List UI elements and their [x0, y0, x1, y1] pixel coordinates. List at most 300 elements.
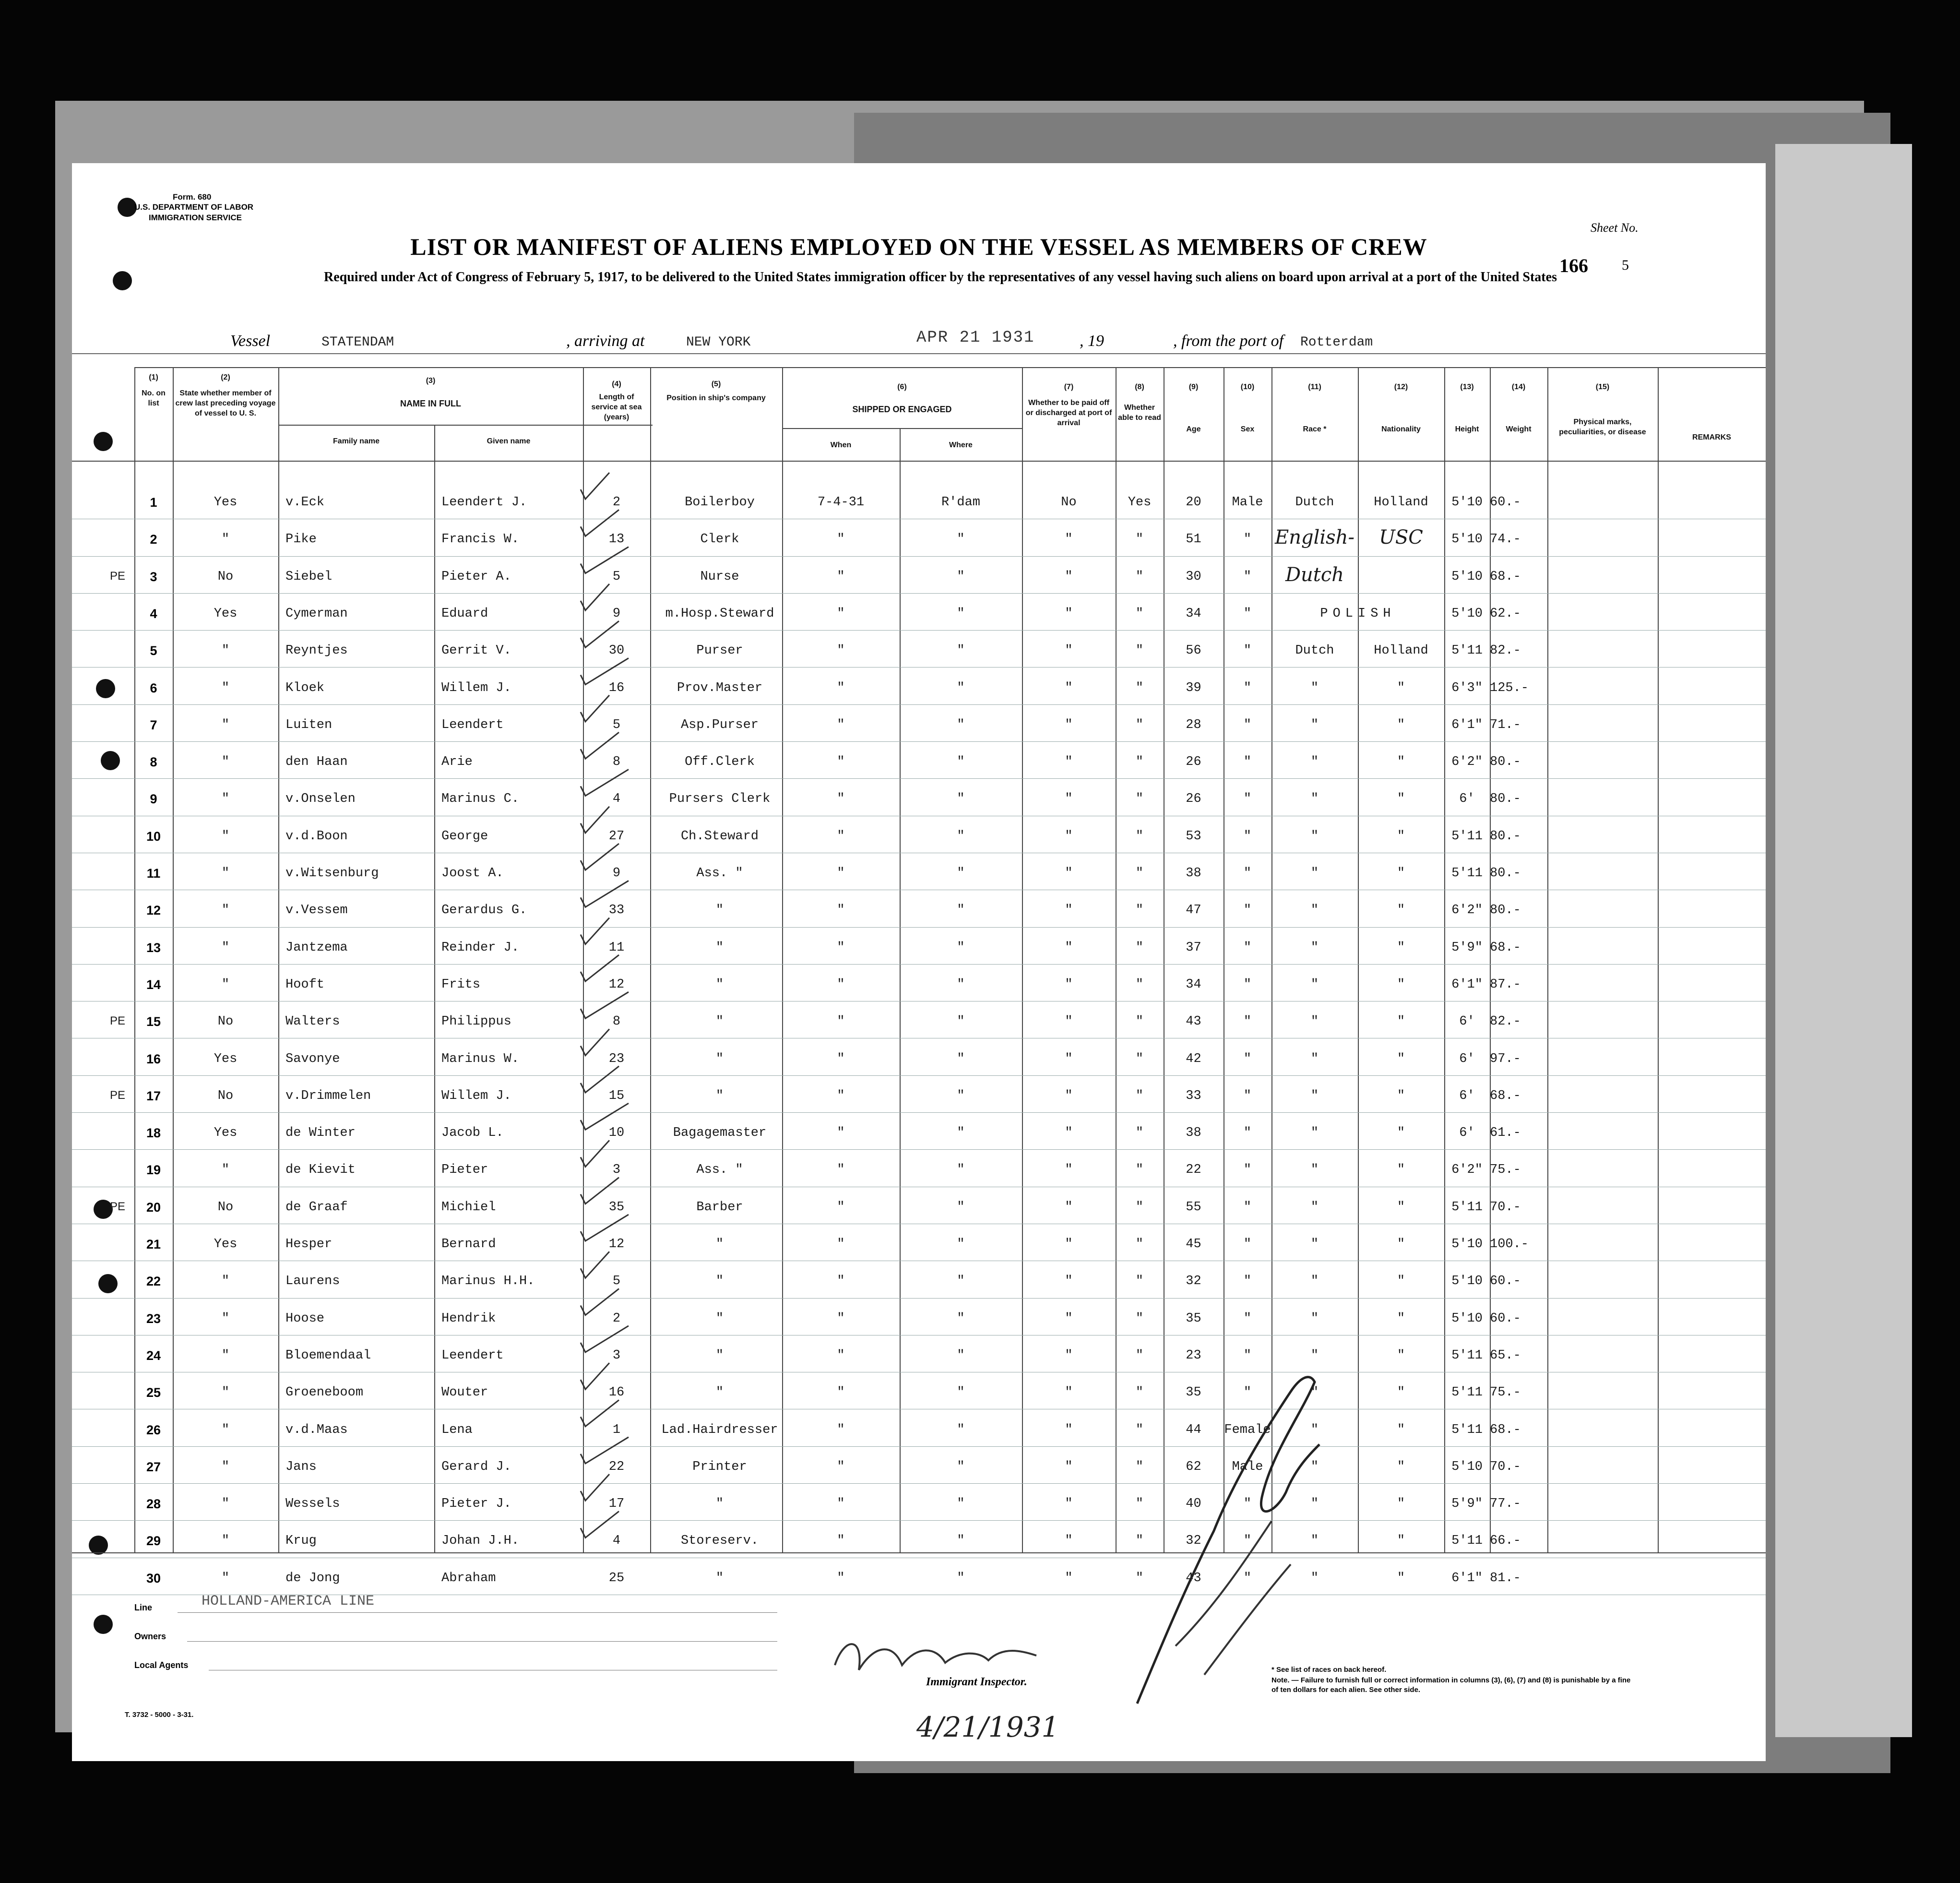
given-name-cell: Joost A. [441, 866, 504, 881]
table-row [72, 941, 1766, 977]
height-cell: 5'11 [1451, 1348, 1483, 1363]
departure-port: Rotterdam [1300, 335, 1373, 350]
race-cell: " [1310, 755, 1319, 770]
age-cell: 42 [1186, 1051, 1201, 1066]
age-cell: 35 [1186, 1385, 1201, 1400]
position-cell: " [715, 1274, 724, 1289]
age-cell: 44 [1186, 1422, 1201, 1437]
nationality-cell: " [1397, 1459, 1405, 1474]
able-to-read-cell: " [1135, 532, 1144, 547]
given-name-cell: Philippus [441, 1014, 511, 1029]
row-number: 23 [146, 1311, 161, 1326]
shipped-where-cell: " [957, 903, 965, 918]
shipped-when-cell: " [837, 940, 845, 955]
height-cell: 6' [1459, 1014, 1475, 1029]
nationality-cell: " [1397, 866, 1405, 881]
age-cell: 40 [1186, 1497, 1201, 1512]
row-number: 17 [146, 1088, 161, 1103]
race-cell: " [1310, 903, 1319, 918]
weight-cell: 70.- [1490, 1459, 1521, 1474]
col-num: (11) [1308, 383, 1321, 391]
shipped-when-cell: " [837, 717, 845, 732]
race-cell: " [1310, 1385, 1319, 1400]
family-name-cell: Walters [285, 1014, 340, 1029]
height-cell: 6' [1459, 792, 1475, 807]
weight-cell: 60.- [1490, 495, 1521, 510]
paid-off-cell: " [1065, 1051, 1073, 1066]
paid-off-cell: " [1065, 940, 1073, 955]
service-years-cell: 2 [612, 1311, 621, 1326]
given-name-cell: Abraham [441, 1571, 496, 1585]
paid-off-cell: " [1065, 1534, 1073, 1549]
col-header-race: Race * [1303, 425, 1327, 433]
shipped-where-cell: " [957, 1385, 965, 1400]
given-name-cell: Gerardus G. [441, 903, 527, 918]
col-header-given-name: Given name [487, 437, 531, 445]
position-cell: " [715, 1311, 724, 1326]
race-cell: " [1310, 1459, 1319, 1474]
col-header-when: When [830, 441, 852, 449]
form-number: Form. 680 [173, 192, 212, 202]
height-cell: 5'11 [1451, 644, 1483, 658]
shipped-when-cell: " [837, 1534, 845, 1549]
line-name: HOLLAND-AMERICA LINE [202, 1593, 375, 1609]
paid-off-cell: " [1065, 1237, 1073, 1251]
age-cell: 47 [1186, 903, 1201, 918]
height-cell: 6' [1459, 1051, 1475, 1066]
family-name-cell: Hesper [285, 1237, 333, 1251]
table-row [72, 526, 1766, 569]
sex-cell: " [1243, 1274, 1252, 1289]
row-number: 24 [146, 1348, 161, 1363]
table-row [72, 755, 1766, 792]
prev-voyage-cell: " [221, 792, 230, 807]
height-cell: 5'11 [1451, 1422, 1483, 1437]
age-cell: 30 [1186, 569, 1201, 584]
position-cell: Nurse [700, 569, 739, 584]
col-num: (8) [1135, 383, 1144, 391]
prev-voyage-cell: No [217, 1088, 234, 1103]
given-name-cell: Leendert [441, 717, 504, 732]
given-name-cell: Willem J. [441, 1088, 511, 1103]
nationality-cell: " [1397, 1385, 1405, 1400]
shipped-when-cell: " [837, 1274, 845, 1289]
shipped-where-cell: " [957, 680, 965, 695]
col-header-shipped: SHIPPED OR ENGAGED [852, 405, 952, 414]
paid-off-cell: " [1065, 903, 1073, 918]
weight-cell: 100.- [1490, 1237, 1529, 1251]
position-cell: Clerk [700, 532, 739, 547]
check-mark [581, 473, 609, 499]
paid-off-cell: " [1065, 717, 1073, 732]
shipped-when-cell: " [837, 1571, 845, 1585]
position-cell: m.Hosp.Steward [665, 606, 774, 621]
table-row [72, 607, 1766, 644]
family-name-cell: Laurens [285, 1274, 340, 1289]
row-number: 20 [146, 1200, 161, 1215]
sex-cell: " [1243, 1126, 1252, 1141]
check-mark [581, 1289, 619, 1315]
race-cell: " [1310, 829, 1319, 844]
row-number: 16 [146, 1051, 161, 1066]
paid-off-cell: " [1065, 1385, 1073, 1400]
row-number: 9 [150, 792, 157, 807]
position-cell: Prov.Master [677, 680, 763, 695]
shipped-where-cell: " [957, 1571, 965, 1585]
sex-cell: Male [1232, 1459, 1263, 1474]
age-cell: 32 [1186, 1534, 1201, 1549]
height-cell: 5'10 [1451, 569, 1483, 584]
height-cell: 6'2" [1451, 1163, 1483, 1178]
manifest-page [72, 163, 1766, 1761]
inspector-date: 4/21/1931 [916, 1711, 1059, 1743]
col-header-no: No. on list [142, 389, 166, 407]
race-cell: " [1310, 1237, 1319, 1251]
weight-cell: 68.- [1490, 569, 1521, 584]
col-num: (13) [1460, 383, 1474, 391]
weight-cell: 68.- [1490, 1088, 1521, 1103]
service-years-cell: 12 [608, 977, 625, 992]
height-cell: 6'1" [1451, 717, 1483, 732]
shipped-when-cell: " [837, 1051, 845, 1066]
age-cell: 56 [1186, 644, 1201, 658]
shipped-when-cell: " [837, 1126, 845, 1141]
family-name-cell: Jantzema [285, 940, 348, 955]
family-name-cell: Savonye [285, 1051, 340, 1066]
sheet-label: Sheet No. [1591, 221, 1639, 235]
height-cell: 5'11 [1451, 1385, 1483, 1400]
service-years-cell: 25 [608, 1571, 625, 1585]
race-cell: " [1310, 1126, 1319, 1141]
weight-cell: 66.- [1490, 1534, 1521, 1549]
able-to-read-cell: " [1135, 1014, 1144, 1029]
nationality-cell: " [1397, 1126, 1405, 1141]
height-cell: 6'2" [1451, 903, 1483, 918]
check-mark [581, 769, 629, 796]
paid-off-cell: " [1065, 569, 1073, 584]
given-name-cell: Michiel [441, 1200, 496, 1215]
paid-off-cell: " [1065, 1497, 1073, 1512]
age-cell: 43 [1186, 1571, 1201, 1585]
row-number: 21 [146, 1237, 161, 1251]
shipped-when-cell: " [837, 792, 845, 807]
position-cell: Printer [692, 1459, 747, 1474]
able-to-read-cell: " [1135, 1385, 1144, 1400]
able-to-read-cell: " [1135, 569, 1144, 584]
height-cell: 6'1" [1451, 977, 1483, 992]
col-header-family-name: Family name [333, 437, 380, 445]
table-row [72, 1385, 1766, 1422]
table-row [72, 1052, 1766, 1089]
shipped-where-cell: " [957, 1274, 965, 1289]
position-cell: " [715, 1497, 724, 1512]
col-num: (4) [612, 380, 621, 388]
table-row [72, 1497, 1766, 1534]
service-years-cell: 11 [608, 940, 625, 955]
col-header-physical: Physical marks, peculiarities, or disease [1559, 418, 1646, 436]
shipped-when-cell: " [837, 1088, 845, 1103]
nationality-cell: " [1397, 755, 1405, 770]
sex-cell: Female [1224, 1422, 1271, 1437]
race-cell: POLISH [1320, 606, 1396, 621]
pe-mark: PE [109, 1088, 125, 1102]
shipped-where-cell: " [957, 1163, 965, 1178]
able-to-read-cell: " [1135, 1497, 1144, 1512]
weight-cell: 70.- [1490, 1200, 1521, 1215]
shipped-where-cell: " [957, 1497, 965, 1512]
table-row [72, 681, 1766, 718]
age-cell: 62 [1186, 1459, 1201, 1474]
row-number: 13 [146, 940, 161, 955]
table-row [72, 1014, 1766, 1051]
check-mark [581, 510, 619, 536]
weight-cell: 125.- [1490, 680, 1529, 695]
able-to-read-cell: " [1135, 1051, 1144, 1066]
nationality-cell: " [1397, 792, 1405, 807]
nationality-cell: Holland [1374, 495, 1428, 510]
position-cell: Storeserv. [680, 1534, 759, 1549]
family-name-cell: de Winter [285, 1126, 356, 1141]
family-name-cell: de Kievit [285, 1163, 356, 1178]
col-header-prev-voyage: State whether member of crew last preceding voyage of vessel to U. S. [175, 389, 276, 417]
col-num: (15) [1595, 383, 1610, 391]
position-cell: Off.Clerk [685, 755, 755, 770]
nationality-cell: " [1397, 1200, 1405, 1215]
shipped-where-cell: " [957, 644, 965, 658]
col-num: (12) [1394, 383, 1408, 391]
position-cell: Purser [696, 644, 743, 658]
col-num: (5) [711, 380, 721, 388]
prev-voyage-cell: " [221, 940, 230, 955]
sex-cell: " [1243, 1311, 1252, 1326]
height-cell: 5'11 [1451, 1534, 1483, 1549]
able-to-read-cell: " [1135, 1422, 1144, 1437]
age-cell: 43 [1186, 1014, 1201, 1029]
sex-cell: " [1243, 569, 1252, 584]
table-row [72, 563, 1766, 607]
shipped-when-cell: " [837, 1014, 845, 1029]
check-mark [581, 1178, 619, 1204]
inspector-check-marks [576, 470, 748, 1545]
col-header-weight: Weight [1506, 425, 1532, 433]
height-cell: 5'11 [1451, 1200, 1483, 1215]
given-name-cell: Bernard [441, 1237, 496, 1251]
service-years-cell: 16 [608, 1385, 625, 1400]
given-name-cell: Wouter [441, 1385, 488, 1400]
service-years-cell: 5 [612, 1274, 621, 1289]
position-cell: " [715, 977, 724, 992]
able-to-read-cell: " [1135, 717, 1144, 732]
service-years-cell: 9 [612, 606, 621, 621]
service-years-cell: 22 [608, 1459, 625, 1474]
col-num: (9) [1188, 383, 1199, 391]
row-number: 10 [146, 829, 161, 844]
able-to-read-cell: " [1135, 940, 1144, 955]
col-header-service: Length of service at sea (years) [591, 393, 642, 421]
position-cell: " [715, 903, 724, 918]
table-row [72, 1311, 1766, 1348]
height-cell: 6'1" [1451, 1571, 1483, 1585]
shipped-where-cell: " [957, 940, 965, 955]
col-header-where: Where [949, 441, 973, 449]
nationality-cell: " [1397, 1497, 1405, 1512]
paid-off-cell: " [1065, 1311, 1073, 1326]
height-cell: 6'3" [1451, 680, 1483, 695]
position-cell: " [715, 1385, 724, 1400]
col-num: (10) [1240, 383, 1255, 391]
age-cell: 37 [1186, 940, 1201, 955]
shipped-when-cell: " [837, 903, 845, 918]
prev-voyage-cell: " [221, 866, 230, 881]
row-number: 7 [150, 717, 157, 732]
weight-cell: 60.- [1490, 1274, 1521, 1289]
shipped-when-cell: " [837, 569, 845, 584]
crew-table-body [72, 163, 1766, 1761]
prev-voyage-cell: " [221, 1422, 230, 1437]
able-to-read-cell: " [1135, 1237, 1144, 1251]
table-row [72, 1534, 1766, 1571]
row-number: 15 [146, 1014, 161, 1029]
shipped-where-cell: R'dam [941, 495, 980, 510]
prev-voyage-cell: " [221, 1274, 230, 1289]
nationality-cell: " [1397, 680, 1405, 695]
family-name-cell: v.Drimmelen [285, 1088, 371, 1103]
prev-voyage-cell: " [221, 1571, 230, 1585]
height-cell: 6' [1459, 1126, 1475, 1141]
check-mark [581, 807, 609, 833]
prev-voyage-cell: " [221, 532, 230, 547]
position-cell: Barber [696, 1200, 743, 1215]
height-cell: 5'10 [1451, 532, 1483, 547]
service-years-cell: 3 [612, 1348, 621, 1363]
shipped-where-cell: " [957, 977, 965, 992]
prev-voyage-cell: Yes [214, 1237, 238, 1251]
paid-off-cell: " [1065, 1014, 1073, 1029]
able-to-read-cell: " [1135, 977, 1144, 992]
prev-voyage-cell: No [217, 569, 234, 584]
prev-voyage-cell: " [221, 1348, 230, 1363]
race-cell: Dutch [1285, 563, 1344, 586]
table-row [72, 1423, 1766, 1460]
year-label: , 19 [1080, 332, 1104, 350]
able-to-read-cell: " [1135, 1348, 1144, 1363]
given-name-cell: Pieter J. [441, 1497, 511, 1512]
prev-voyage-cell: No [217, 1014, 234, 1029]
given-name-cell: Eduard [441, 606, 488, 621]
check-mark [581, 1103, 629, 1130]
family-name-cell: den Haan [285, 755, 348, 770]
shipped-when-cell: " [837, 606, 845, 621]
prev-voyage-cell: " [221, 1163, 230, 1178]
shipped-where-cell: " [957, 1237, 965, 1251]
shipped-when-cell: " [837, 1311, 845, 1326]
height-cell: 5'10 [1451, 1274, 1483, 1289]
race-cell: " [1310, 792, 1319, 807]
race-cell: English- [1275, 526, 1354, 549]
shipped-where-cell: " [957, 606, 965, 621]
check-mark [581, 695, 609, 722]
table-row [72, 977, 1766, 1014]
family-name-cell: v.Eck [285, 495, 325, 510]
service-years-cell: 12 [608, 1237, 625, 1251]
sex-cell: " [1243, 1237, 1252, 1251]
given-name-cell: Reinder J. [441, 940, 520, 955]
col-num: (14) [1511, 383, 1526, 391]
row-number: 19 [146, 1163, 161, 1178]
family-name-cell: v.d.Boon [285, 829, 348, 844]
shipped-when-cell: " [837, 1497, 845, 1512]
row-number: 14 [146, 977, 161, 992]
sex-cell: " [1243, 940, 1252, 955]
shipped-when-cell: " [837, 1422, 845, 1437]
service-years-cell: 15 [608, 1088, 625, 1103]
shipped-where-cell: " [957, 569, 965, 584]
height-cell: 5'10 [1451, 606, 1483, 621]
service-years-cell: 8 [612, 1014, 621, 1029]
height-cell: 5'9" [1451, 1497, 1483, 1512]
age-cell: 51 [1186, 532, 1201, 547]
pe-mark: PE [109, 1200, 125, 1213]
shipped-when-cell: 7-4-31 [817, 495, 865, 510]
race-cell: " [1310, 1497, 1319, 1512]
position-cell: " [715, 940, 724, 955]
given-name-cell: Jacob L. [441, 1126, 504, 1141]
age-cell: 38 [1186, 866, 1201, 881]
nationality-cell: " [1397, 1163, 1405, 1178]
age-cell: 34 [1186, 606, 1201, 621]
shipped-where-cell: " [957, 717, 965, 732]
service-years-cell: 4 [612, 1534, 621, 1549]
sex-cell: " [1243, 792, 1252, 807]
owners-label: Owners [134, 1632, 166, 1641]
given-name-cell: Leendert J. [441, 495, 527, 510]
age-cell: 34 [1186, 977, 1201, 992]
row-number: 29 [146, 1534, 161, 1549]
race-cell: " [1310, 1348, 1319, 1363]
weight-cell: 82.- [1490, 1014, 1521, 1029]
paid-off-cell: " [1065, 1274, 1073, 1289]
col-header-nationality: Nationality [1381, 425, 1421, 433]
shipped-when-cell: " [837, 1348, 845, 1363]
family-name-cell: Jans [285, 1459, 317, 1474]
row-number: 27 [146, 1459, 161, 1474]
weight-cell: 61.- [1490, 1126, 1521, 1141]
service-years-cell: 16 [608, 680, 625, 695]
family-name-cell: v.Vessem [285, 903, 348, 918]
age-cell: 26 [1186, 792, 1201, 807]
row-number: 6 [150, 680, 157, 695]
shipped-where-cell: " [957, 1422, 965, 1437]
check-mark [581, 1363, 609, 1389]
row-number: 12 [146, 903, 161, 918]
penalty-note: Note. — Failure to furnish full or correct information in columns (3), (6), (7) and (8) is punishable by a fine of ten dollars for each alien. See other side. [1271, 1676, 1631, 1694]
nationality-cell: " [1397, 1014, 1405, 1029]
able-to-read-cell: " [1135, 829, 1144, 844]
prev-voyage-cell: " [221, 1311, 230, 1326]
col-header-sex: Sex [1240, 425, 1255, 433]
height-cell: 5'10 [1451, 1311, 1483, 1326]
shipped-when-cell: " [837, 1163, 845, 1178]
table-row [72, 1348, 1766, 1385]
check-mark [581, 1400, 619, 1427]
table-row [72, 644, 1766, 680]
position-cell: Asp.Purser [680, 717, 759, 732]
family-name-cell: Pike [285, 532, 317, 547]
service-years-cell: 33 [608, 903, 625, 918]
position-cell: Ch.Steward [680, 829, 759, 844]
nationality-cell: " [1397, 1422, 1405, 1437]
sex-cell: " [1243, 1385, 1252, 1400]
